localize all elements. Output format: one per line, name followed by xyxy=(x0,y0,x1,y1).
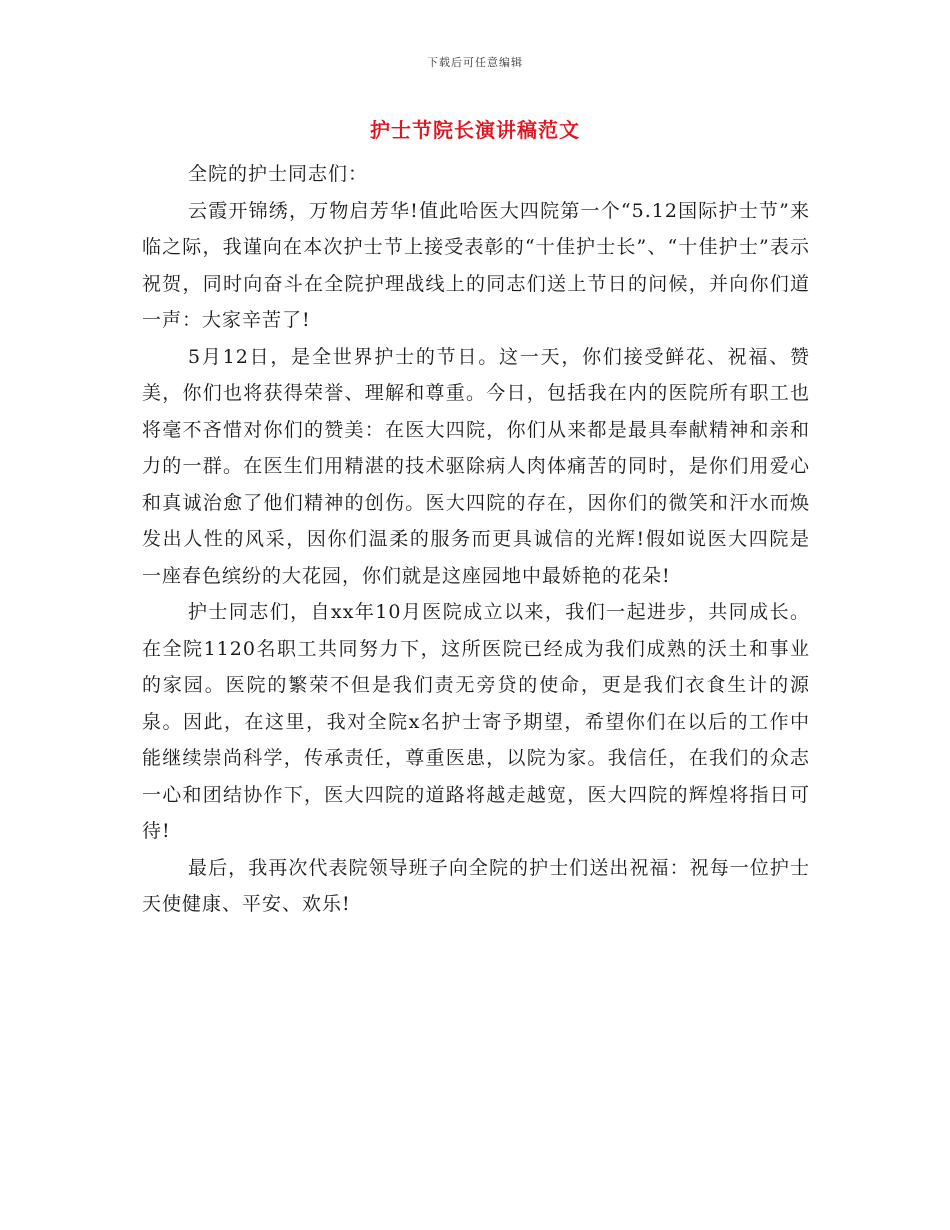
paragraph-4: 最后，我再次代表院领导班子向全院的护士们送出祝福：祝每一位护士天使健康、平安、欢乐! xyxy=(142,856,810,915)
paragraph-3: 护士同志们，自xx年10月医院成立以来，我们一起进步，共同成长。在全院1120名职工共同努力下，这所医院已经成为我们成熟的沃土和事业的家园。医院的繁荣不但是我们责无旁贷的使命，更是我们衣食生计的源泉。因此，在这里，我对全院x名护士寄予期望，希望你们在以后的工作中能继续崇尚科学，传承责任，尊重医患，以院为家。我信任，在我们的众志一心和团结协作下，医大四院的道路将越走越宽，医大四院的辉煌将指日可待! xyxy=(142,601,810,842)
greeting-line: 全院的护士同志们： xyxy=(188,163,369,185)
document-title: 护士节院长演讲稿范文 xyxy=(370,118,580,142)
paragraph-1: 云霞开锦绣，万物启芳华!值此哈医大四院第一个“5.12国际护士节”来临之际，我谨向在本次护士节上接受表彰的“十佳护士长”、“十佳护士”表示祝贺，同时向奋斗在全院护理战线上的同志们送上节日的问候，并向你们道一声：大家辛苦了! xyxy=(142,199,810,331)
header-note: 下载后可任意编辑 xyxy=(427,56,523,69)
document-body xyxy=(142,156,810,923)
paragraph-2: 5月12日，是全世界护士的节日。这一天，你们接受鲜花、祝福、赞美，你们也将获得荣誉、理解和尊重。今日，包括我在内的医院所有职工也将毫不吝惜对你们的赞美：在医大四院，你们从来都是最具奉献精神和亲和力的一群。在医生们用精湛的技术驱除病人肉体痛苦的同时，是你们用爱心和真诚治愈了他们精神的创伤。医大四院的存在，因你们的微笑和汗水而焕发出人性的风采，因你们温柔的服务而更具诚信的光辉!假如说医大四院是一座春色缤纷的大花园，你们就是这座园地中最娇艳的花朵! xyxy=(142,345,810,587)
